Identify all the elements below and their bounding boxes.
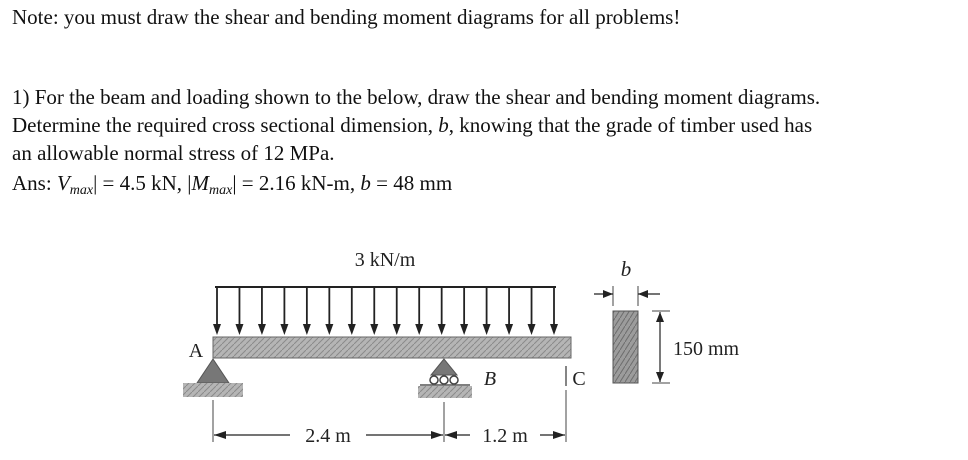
load-arrow-head (280, 324, 288, 335)
problem-line-3: an allowable normal stress of 12 MPa. (12, 141, 335, 165)
beam (213, 337, 571, 358)
ans-v: V (56, 171, 70, 195)
problem-line-2-post: , knowing that the grade of timber used has (448, 113, 813, 137)
load-arrow-head (235, 324, 243, 335)
ans-v-val: | = 4.5 kN, | (93, 171, 192, 195)
ans-v-sub: max (69, 183, 94, 198)
roller-support-b (418, 359, 472, 398)
support-a-label: A (188, 340, 204, 362)
ans-m: M (191, 171, 210, 195)
dim-bc-label: 1.2 m (482, 425, 528, 447)
load-label: 3 kN/m (354, 249, 416, 271)
section-width-label: b (620, 257, 632, 281)
load-arrow-head (370, 324, 378, 335)
load-arrow-head (393, 324, 401, 335)
problem-line-2 (12, 112, 812, 138)
load-arrow-head (460, 324, 468, 335)
ans-b-val: = 48 mm (370, 171, 453, 195)
load-arrow-head (438, 324, 446, 335)
ans-label: Ans: (12, 171, 57, 195)
problem-line-2-pre: Determine the required cross sectional dimension, (12, 113, 439, 137)
load-arrow-head (258, 324, 266, 335)
answer-line (12, 170, 452, 200)
load-arrow-head (348, 324, 356, 335)
beam-figure (0, 230, 968, 460)
load-arrow-head (303, 324, 311, 335)
pin-support-a (183, 359, 243, 397)
load-arrow-head (483, 324, 491, 335)
dim-ab-label: 2.4 m (305, 425, 351, 447)
load-arrow-head (415, 324, 423, 335)
distributed-load (213, 287, 558, 335)
point-c-label: C (572, 368, 586, 390)
load-arrow-head (325, 324, 333, 335)
load-arrow-head (528, 324, 536, 335)
section-height-label: 150 mm (673, 338, 740, 360)
cross-section (594, 286, 670, 383)
load-arrow-head (213, 324, 221, 335)
load-arrow-head (505, 324, 513, 335)
note-text: Note: you must draw the shear and bending moment diagrams for all problems! (12, 5, 681, 29)
ans-m-val: | = 2.16 kN-m, (232, 171, 361, 195)
problem-line-1: 1) For the beam and loading shown to the below, draw the shear and bending moment diagrams. (12, 85, 821, 109)
support-b-label: B (483, 368, 497, 390)
ans-b: b (360, 171, 371, 195)
var-b: b (438, 113, 449, 137)
load-arrow-head (550, 324, 558, 335)
ans-m-sub: max (209, 183, 233, 198)
